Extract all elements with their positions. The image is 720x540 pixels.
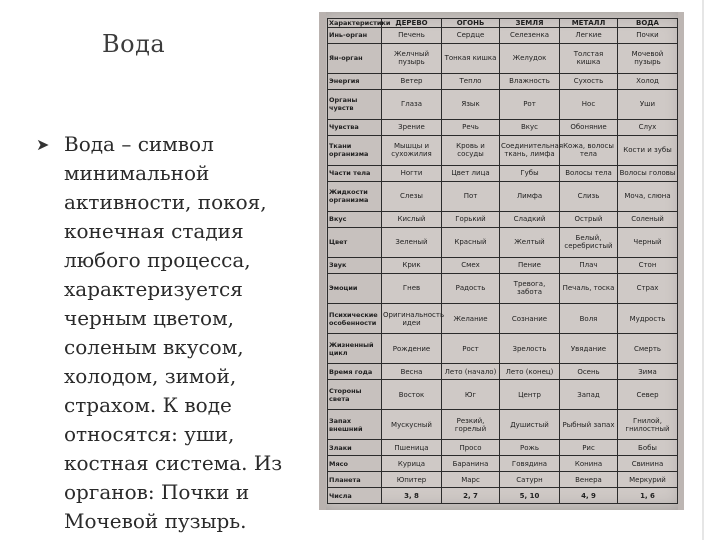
five-elements-table xyxy=(327,18,678,504)
table-cell: Рот xyxy=(500,89,560,119)
table-cell: Мускусный xyxy=(382,410,442,440)
table-cell: Горький xyxy=(442,212,500,228)
table-cell: Острый xyxy=(560,212,618,228)
row-label-cell: Числа xyxy=(328,488,382,504)
table-cell: Моча, слюна xyxy=(618,181,678,211)
row-label-cell: Цвет xyxy=(328,227,382,257)
table-cell: Рыбный запах xyxy=(560,410,618,440)
table-row xyxy=(328,456,678,472)
table-cell: Ветер xyxy=(382,74,442,90)
table-row xyxy=(328,410,678,440)
table-cell: Крик xyxy=(382,258,442,274)
table-cell: Волосы тела xyxy=(560,166,618,182)
row-label-cell: Мясо xyxy=(328,456,382,472)
table-row xyxy=(328,43,678,73)
table-row xyxy=(328,380,678,410)
slide-right-border xyxy=(702,0,704,540)
table-header-cell: Характеристики xyxy=(329,19,391,27)
table-cell: Цвет лица xyxy=(442,166,500,182)
table-row xyxy=(328,212,678,228)
table-cell: 3, 8 xyxy=(382,488,442,504)
table-cell: Желудок xyxy=(500,43,560,73)
table-cell: Соленый xyxy=(618,212,678,228)
table-cell: Венера xyxy=(560,472,618,488)
table-cell: Черный xyxy=(618,227,678,257)
table-cell: Вкус xyxy=(500,120,560,136)
table-row xyxy=(328,181,678,211)
bullet-line: относятся: уши, xyxy=(64,422,235,446)
bullet-line: активности, покоя, xyxy=(64,190,267,214)
table-cell: Язык xyxy=(442,89,500,119)
table-row xyxy=(328,273,678,303)
table-cell: Восток xyxy=(382,380,442,410)
table-cell: 4, 9 xyxy=(560,488,618,504)
table-cell: Пение xyxy=(500,258,560,274)
row-label-cell: Жидкости организма xyxy=(328,181,382,211)
table-cell: 5, 10 xyxy=(500,488,560,504)
table-row xyxy=(328,135,678,165)
table-cell: Зрелость xyxy=(500,334,560,364)
table-cell: Губы xyxy=(500,166,560,182)
table-cell: Пшеница xyxy=(382,440,442,456)
table-cell: Желание xyxy=(442,304,500,334)
table-cell: Север xyxy=(618,380,678,410)
table-row xyxy=(328,166,678,182)
table-cell: Смерть xyxy=(618,334,678,364)
table-cell: Желтый xyxy=(500,227,560,257)
row-label-cell: Планета xyxy=(328,472,382,488)
row-label-cell: Злаки xyxy=(328,440,382,456)
slide-title: Вода xyxy=(102,30,166,58)
table-cell: Речь xyxy=(442,120,500,136)
photo-right-edge xyxy=(678,12,684,510)
bullet-line: Вода – символ xyxy=(64,132,214,156)
elements-table-photo xyxy=(319,12,684,510)
table-cell: Резкий, горелый xyxy=(442,410,500,440)
table-row xyxy=(328,304,678,334)
table-cell: Селезенка xyxy=(500,28,560,44)
table-cell: Зеленый xyxy=(382,227,442,257)
table-cell: Страх xyxy=(618,273,678,303)
row-label-cell: Время года xyxy=(328,364,382,380)
bullet-text xyxy=(64,130,314,536)
bullet-line: черным цветом, xyxy=(64,306,234,330)
table-cell: Зрение xyxy=(382,120,442,136)
row-label-cell: Жизненный цикл xyxy=(328,334,382,364)
table-cell: Кости и зубы xyxy=(618,135,678,165)
table-cell: Осень xyxy=(560,364,618,380)
table-cell: Смех xyxy=(442,258,500,274)
row-label-cell: Эмоции xyxy=(328,273,382,303)
table-cell: Сухость xyxy=(560,74,618,90)
bullet-line: любого процесса, xyxy=(64,248,251,272)
table-cell: Сердце xyxy=(442,28,500,44)
bullet-line: холодом, зимой, xyxy=(64,364,237,388)
table-cell: Слезы xyxy=(382,181,442,211)
table-cell: Оригинальность идеи xyxy=(382,304,442,334)
table-cell: Меркурий xyxy=(618,472,678,488)
table-cell: Стон xyxy=(618,258,678,274)
table-row xyxy=(328,472,678,488)
table-cell: Волосы головы xyxy=(618,166,678,182)
table-header-cell: ОГОНЬ xyxy=(442,19,500,28)
photo-left-edge xyxy=(319,12,326,510)
table-cell: Марс xyxy=(442,472,500,488)
table-cell: Ногти xyxy=(382,166,442,182)
table-cell: Рожь xyxy=(500,440,560,456)
table-cell: Запад xyxy=(560,380,618,410)
table-row xyxy=(328,227,678,257)
table-cell: Влажность xyxy=(500,74,560,90)
table-cell: Увядание xyxy=(560,334,618,364)
table-cell: Нос xyxy=(560,89,618,119)
bullet-line: конечная стадия xyxy=(64,219,244,243)
table-cell: Бобы xyxy=(618,440,678,456)
table-cell: Сатурн xyxy=(500,472,560,488)
row-label-cell: Инь-орган xyxy=(328,28,382,44)
table-cell: Слух xyxy=(618,120,678,136)
table-cell: Тревога, забота xyxy=(500,273,560,303)
table-cell: Обоняние xyxy=(560,120,618,136)
table-cell: Мудрость xyxy=(618,304,678,334)
table-row xyxy=(328,258,678,274)
table-cell: Рис xyxy=(560,440,618,456)
table-row xyxy=(328,334,678,364)
bullet-line: характеризуется xyxy=(64,277,243,301)
table-cell: Легкие xyxy=(560,28,618,44)
table-cell: Весна xyxy=(382,364,442,380)
table-row xyxy=(328,28,678,44)
row-label-cell: Чувства xyxy=(328,120,382,136)
table-cell: Мышцы и сухожилия xyxy=(382,135,442,165)
table-cell: Баранина xyxy=(442,456,500,472)
table-cell: Радость xyxy=(442,273,500,303)
table-row xyxy=(328,488,678,504)
bullet-line: костная система. Из xyxy=(64,451,283,475)
row-label-cell: Стороны света xyxy=(328,380,382,410)
row-label-cell: Энергия xyxy=(328,74,382,90)
table-cell: Уши xyxy=(618,89,678,119)
bullet-line: страхом. К воде xyxy=(64,393,232,417)
table-cell: Печаль, тоска xyxy=(560,273,618,303)
table-cell: Рост xyxy=(442,334,500,364)
table-header-cell: ВОДА xyxy=(618,19,678,28)
table-cell: Кровь и сосуды xyxy=(442,135,500,165)
bullet-line: соленым вкусом, xyxy=(64,335,244,359)
table-cell: Холод xyxy=(618,74,678,90)
row-label-cell: Психические особенности xyxy=(328,304,382,334)
row-label-cell: Ян-орган xyxy=(328,43,382,73)
table-cell: Гнев xyxy=(382,273,442,303)
table-cell: Конина xyxy=(560,456,618,472)
table-cell: Юг xyxy=(442,380,500,410)
table-cell: Лето (конец) xyxy=(500,364,560,380)
table-cell: Лимфа xyxy=(500,181,560,211)
table-cell: Душистый xyxy=(500,410,560,440)
table-cell: Говядина xyxy=(500,456,560,472)
table-cell: Красный xyxy=(442,227,500,257)
table-row xyxy=(328,440,678,456)
table-cell: Тонкая кишка xyxy=(442,43,500,73)
table-cell: Гнилой, гнилостный xyxy=(618,410,678,440)
table-cell: Лето (начало) xyxy=(442,364,500,380)
table-cell: Сладкий xyxy=(500,212,560,228)
arrow-bullet-icon: ➤ xyxy=(36,135,50,154)
table-cell: Просо xyxy=(442,440,500,456)
row-label-cell: Органы чувств xyxy=(328,89,382,119)
table-header-row xyxy=(328,19,678,28)
table-row xyxy=(328,89,678,119)
table-cell: Тепло xyxy=(442,74,500,90)
bullet-line: органов: Почки и xyxy=(64,480,250,504)
bullet-line: минимальной xyxy=(64,161,210,185)
row-label-cell: Вкус xyxy=(328,212,382,228)
table-cell: Пот xyxy=(442,181,500,211)
row-label-cell: Звук xyxy=(328,258,382,274)
table-cell: Желчный пузырь xyxy=(382,43,442,73)
table-cell: 1, 6 xyxy=(618,488,678,504)
table-cell: Юпитер xyxy=(382,472,442,488)
table-cell: Почки xyxy=(618,28,678,44)
table-cell: Курица xyxy=(382,456,442,472)
row-label-cell: Ткани организма xyxy=(328,135,382,165)
table-cell: Кислый xyxy=(382,212,442,228)
table-cell: Глаза xyxy=(382,89,442,119)
table-row xyxy=(328,74,678,90)
table-cell: Кожа, волосы тела xyxy=(560,135,618,165)
table-header-cell: ДЕРЕВО xyxy=(382,19,442,28)
table-cell: Центр xyxy=(500,380,560,410)
table-row xyxy=(328,120,678,136)
bullet-line: Мочевой пузырь. xyxy=(64,509,247,533)
table-cell: Мочевой пузырь xyxy=(618,43,678,73)
table-cell: Толстая кишка xyxy=(560,43,618,73)
table-cell: 2, 7 xyxy=(442,488,500,504)
table-cell: Печень xyxy=(382,28,442,44)
table-cell: Белый, серебристый xyxy=(560,227,618,257)
table-cell: Зима xyxy=(618,364,678,380)
table-header-cell: ЗЕМЛЯ xyxy=(500,19,560,28)
table-cell: Воля xyxy=(560,304,618,334)
row-label-cell: Запах внешний xyxy=(328,410,382,440)
table-cell: Слизь xyxy=(560,181,618,211)
row-label-cell: Части тела xyxy=(328,166,382,182)
table-header-cell: МЕТАЛЛ xyxy=(560,19,618,28)
table-cell: Рождение xyxy=(382,334,442,364)
table-cell: Плач xyxy=(560,258,618,274)
table-row xyxy=(328,364,678,380)
table-cell: Соединительная ткань, лимфа xyxy=(500,135,560,165)
table-cell: Свинина xyxy=(618,456,678,472)
table-cell: Сознание xyxy=(500,304,560,334)
